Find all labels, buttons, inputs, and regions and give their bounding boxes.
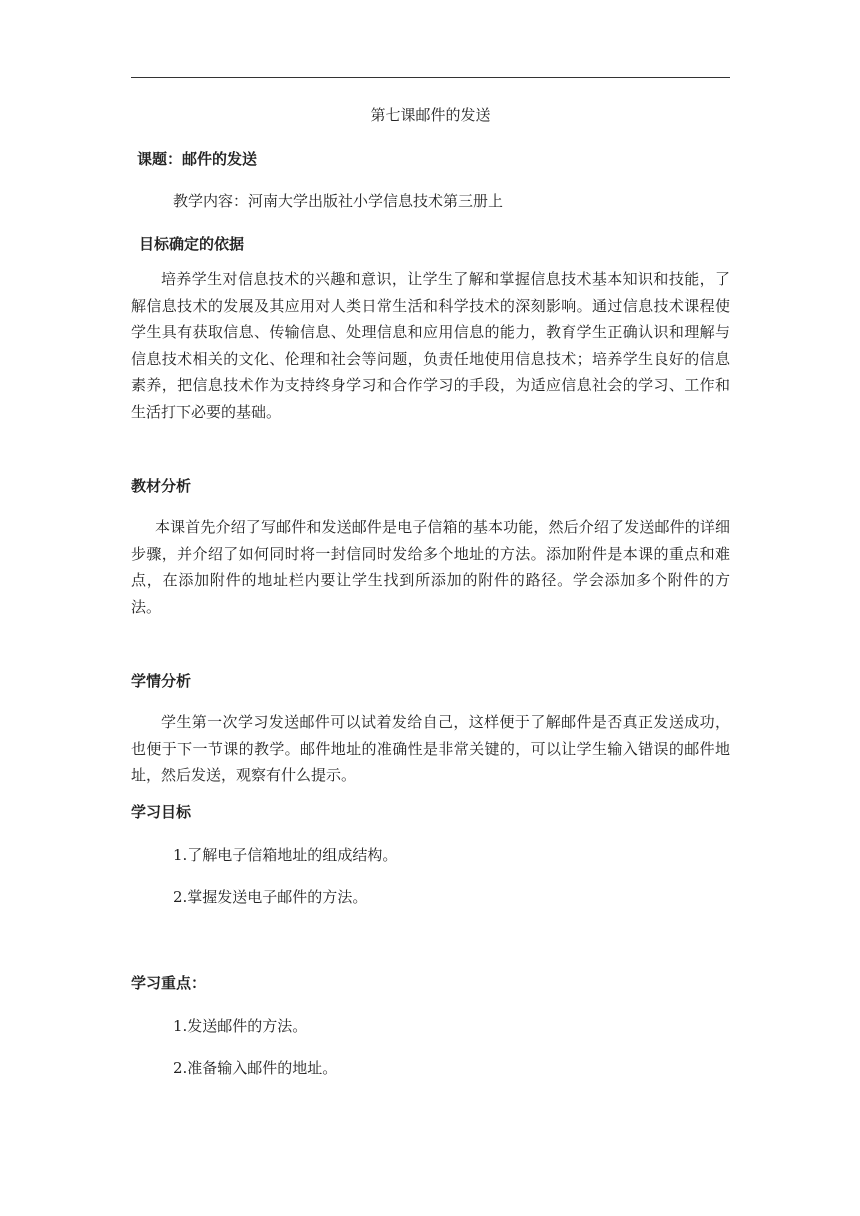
document-title: 第七课邮件的发送 [370, 106, 491, 124]
keypoint-item: 2.准备输入邮件的地址。 [173, 1059, 338, 1077]
student-paragraph: 学生第一次学习发送邮件可以试着发给自己，这样便于了解邮件是否真正发送成功，也便于下一节课的教学。邮件地址的准确性是非常关键的，可以让学生输入错误的邮件地址，然后发送，观察有什么提示。 [131, 713, 730, 784]
student-heading: 学情分析 [131, 672, 192, 690]
material-paragraph: 本课首先介绍了写邮件和发送邮件是电子信箱的基本功能，然后介绍了发送邮件的详细步骤，并介绍了如何同时将一封信同时发给多个地址的方法。添加附件是本课的重点和难点，在添加附件的地址栏内要让学生找到所添加的附件的路径。学会添加多个附件的方法。 [131, 518, 730, 616]
material-heading: 教材分析 [131, 477, 192, 495]
topic-heading: 课题：邮件的发送 [137, 150, 258, 168]
basis-heading: 目标确定的依据 [139, 235, 245, 253]
header-rule [131, 77, 730, 78]
objective-item: 1.了解电子信箱地址的组成结构。 [173, 846, 398, 864]
teaching-content: 教学内容：河南大学出版社小学信息技术第三册上 [173, 192, 504, 210]
keypoints-heading: 学习重点： [131, 974, 207, 992]
objectives-heading: 学习目标 [131, 803, 192, 821]
basis-paragraph: 培养学生对信息技术的兴趣和意识，让学生了解和掌握信息技术基本知识和技能，了解信息技术的发展及其应用对人类日常生活和科学技术的深刻影响。通过信息技术课程使学生具有获取信息、传输信息、处理信息和应用信息的能力，教育学生正确认识和理解与信息技术相关的文化、伦理和社会等问题，负责任地使用信息技术；培养学生良好的信息素养，把信息技术作为支持终身学习和合作学习的手段，为适应信息社会的学习、工作和生活打下必要的基础。 [131, 270, 730, 421]
objective-item: 2.掌握发送电子邮件的方法。 [173, 888, 368, 906]
keypoint-item: 1.发送邮件的方法。 [173, 1017, 308, 1035]
